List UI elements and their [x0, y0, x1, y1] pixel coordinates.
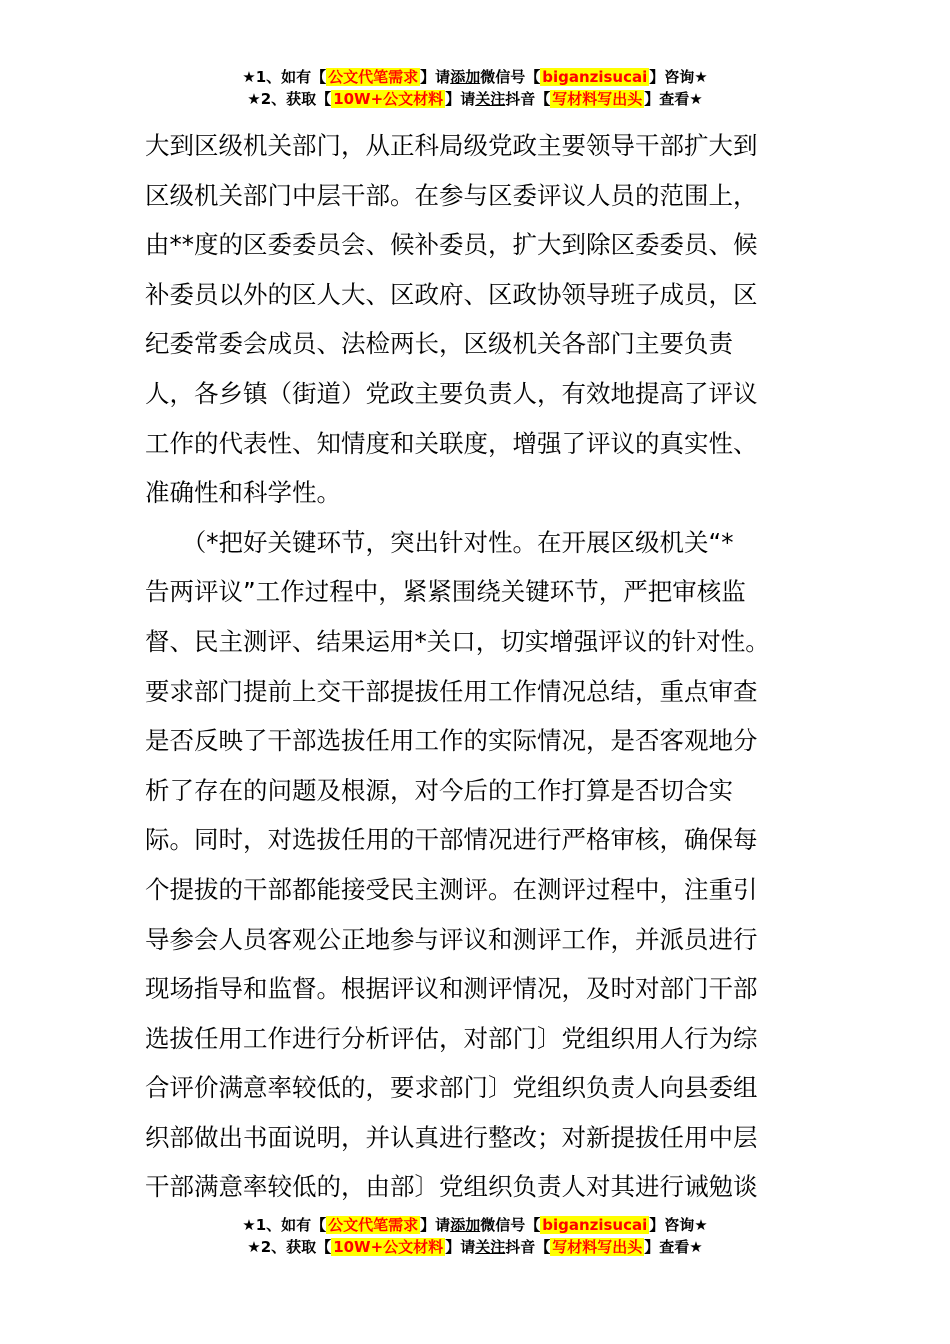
text-line: 干部满意率较低的，由部〕党组织负责人对其进行诫勉谈 [145, 1172, 758, 1202]
text-line: 由**度的区委委员会、候补委员，扩大到除区委委员、候 [145, 230, 758, 260]
document-body [145, 121, 810, 1212]
text-line: 区级机关部门中层干部。在参与区委评议人员的范围上， [145, 180, 758, 210]
header-line-2 [0, 88, 950, 110]
underlined-text: 关注 [475, 90, 506, 108]
text-line: 人，各乡镇（街道）党政主要负责人，有效地提高了评议 [145, 378, 758, 408]
banner-text: ★2、获取【 [247, 90, 332, 108]
banner-text: 抖音【 [505, 1238, 551, 1256]
banner-text: ★2、获取【 [247, 1238, 332, 1256]
footer-line-1 [0, 1214, 950, 1236]
text-line: 是否反映了干部选拔任用工作的实际情况，是否客观地分 [145, 726, 758, 756]
text-line: 选拔任用工作进行分析评估，对部门〕党组织用人行为综 [145, 1023, 758, 1053]
underlined-text: 添加 [450, 1216, 481, 1234]
highlight-wechat-id: biganzisucai [542, 1216, 648, 1234]
highlight-materials: 10W+公文材料 [333, 1238, 444, 1256]
banner-text: 微信号【 [480, 68, 541, 86]
banner-text: 微信号【 [480, 1216, 541, 1234]
banner-text: 】咨询★ [649, 1216, 708, 1234]
text-line: 告两评议”工作过程中，紧紧围绕关键环节，严把审核监 [145, 577, 746, 607]
highlight-materials: 10W+公文材料 [333, 90, 444, 108]
banner-text: ★1、如有【 [242, 1216, 327, 1234]
text-line: 现场指导和监督。根据评议和测评情况，及时对部门干部 [145, 974, 758, 1004]
text-line: （*把好关键环节，突出针对性。在开展区级机关“* [145, 527, 734, 557]
text-line: 补委员以外的区人大、区政府、区政协领导班子成员，区 [145, 279, 758, 309]
text-line: 工作的代表性、知情度和关联度，增强了评议的真实性、 [145, 428, 758, 458]
text-line: 际。同时，对选拔任用的干部情况进行严格审核，确保每 [145, 825, 758, 855]
text-line: 纪委常委会成员、法检两长，区级机关各部门主要负责 [145, 329, 733, 359]
footer-line-2 [0, 1236, 950, 1258]
underlined-text: 关注 [475, 1238, 506, 1256]
text-line: 大到区级机关部门，从正科局级党政主要领导干部扩大到 [145, 131, 758, 160]
banner-text: 】请 [420, 68, 451, 86]
text-line: 析了存在的问题及根源，对今后的工作打算是否切合实 [145, 775, 733, 805]
banner-text: 】咨询★ [649, 68, 708, 86]
highlight-service: 公文代笔需求 [328, 1216, 419, 1234]
text-line: 准确性和科学性。 [145, 478, 341, 508]
banner-text: 】请 [445, 90, 476, 108]
banner-text: ★1、如有【 [242, 68, 327, 86]
banner-text: 】请 [420, 1216, 451, 1234]
highlight-service: 公文代笔需求 [328, 68, 419, 86]
paragraph-2 [145, 518, 810, 1212]
text-line: 导参会人员客观公正地参与评议和测评工作，并派员进行 [145, 924, 758, 954]
header-banner [0, 66, 950, 110]
text-line: 要求部门提前上交干部提拔任用工作情况总结，重点审查 [145, 676, 758, 706]
highlight-wechat-id: biganzisucai [542, 68, 648, 86]
paragraph-1 [145, 121, 810, 518]
footer-banner [0, 1214, 950, 1258]
banner-text: 】查看★ [644, 1238, 703, 1256]
banner-text: 】查看★ [644, 90, 703, 108]
header-line-1 [0, 66, 950, 88]
highlight-douyin-id: 写材料写出头 [552, 1238, 643, 1256]
text-line: 个提拔的干部都能接受民主测评。在测评过程中，注重引 [145, 874, 758, 904]
text-line: 督、民主测评、结果运用*关口，切实增强评议的针对性。 [145, 626, 770, 656]
text-line: 合评价满意率较低的，要求部门〕党组织负责人向县委组 [145, 1073, 758, 1103]
underlined-text: 添加 [450, 68, 481, 86]
banner-text: 抖音【 [505, 90, 551, 108]
highlight-douyin-id: 写材料写出头 [552, 90, 643, 108]
banner-text: 】请 [445, 1238, 476, 1256]
text-line: 织部做出书面说明，并认真进行整改；对新提拔任用中层 [145, 1122, 758, 1152]
